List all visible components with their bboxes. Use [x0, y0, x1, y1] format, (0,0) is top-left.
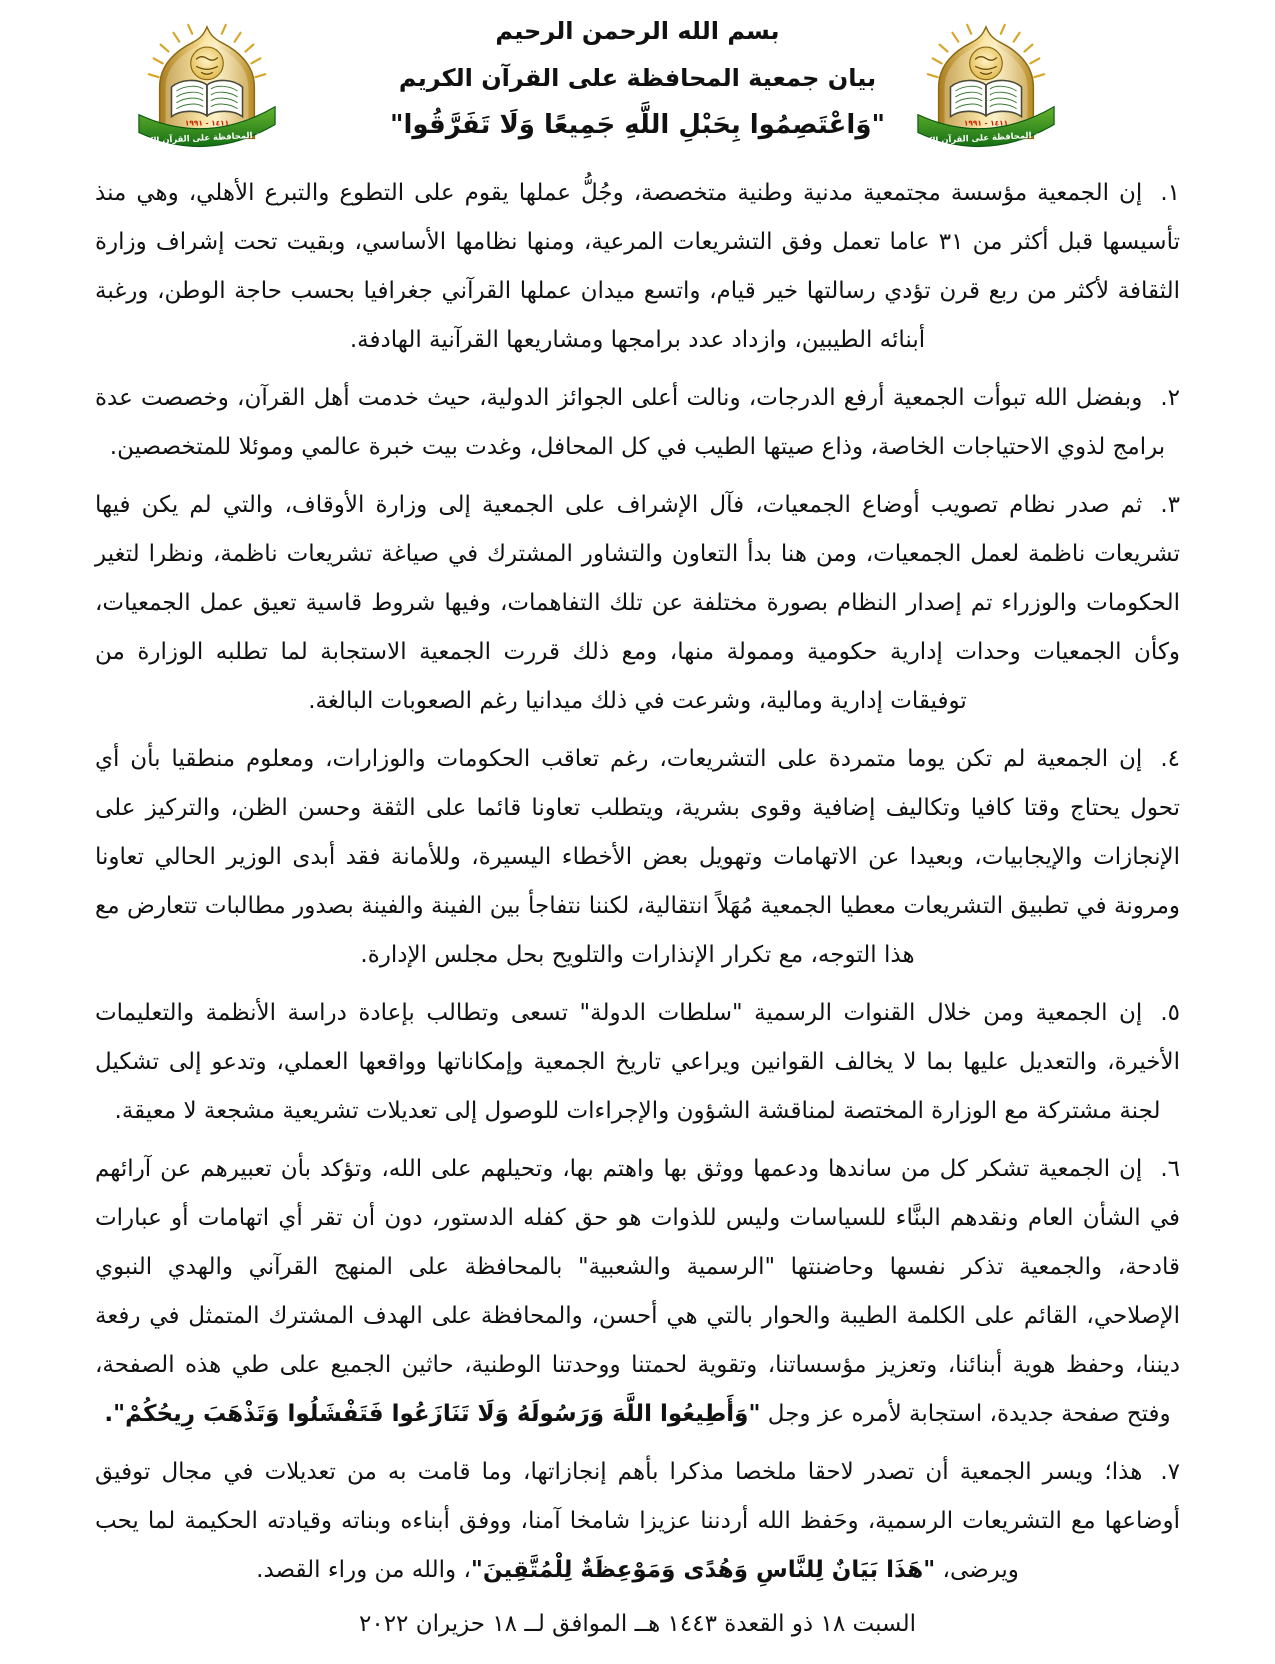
- paragraph: [95, 1448, 1180, 1595]
- paragraph-number: ٣.: [1160, 492, 1180, 518]
- paragraph-text: إن الجمعية ومن خلال القنوات الرسمية "سلطات الدولة" تسعى وتطالب بإعادة دراسة الأنظمة والتعليمات الأخيرة، والتعديل عليها بما لا يخالف القوانين ويراعي تاريخ الجمعية وإمكاناتها وواقعها العملي، وتدعو إلى تشكيل لجنة مشتركة مع الوزارة المختصة لمناقشة الشؤون والإجراءات للوصول إلى تعديلات تشريعية مشجعة لا معيقة.: [95, 1000, 1180, 1124]
- bismillah-line: بسم الله الرحمن الرحيم: [495, 17, 780, 45]
- paragraph-text: إن الجمعية لم تكن يوما متمردة على التشريعات، رغم تعاقب الحكومات والوزارات، ومعلوم منطقيا بأن أي تحول يحتاج وقتا كافيا وتكاليف إضافية وقوى بشرية، ويتطلب تعاونا قائما على الثقة وحسن الظن، والتركيز على الإنجازات والإيجابيات، وبعيدا عن الاتهامات وتهويل بعض الأخطاء اليسيرة، وللأمانة فقد أبدى الوزير الحالي تعاونا ومرونة في تطبيق التشريعات معطيا الجمعية مُهَلاً انتقالية، لكننا نتفاجأ بين الفينة والفينة بصدور مطالبات تتعارض مع هذا التوجه، مع تكرار الإنذارات والتلويح بحل مجلس الإدارة.: [95, 746, 1180, 968]
- paragraph: [95, 1145, 1180, 1439]
- paragraph-number: ١.: [1160, 180, 1180, 206]
- quran-book-icon: [171, 80, 242, 116]
- quran-book-icon: [950, 80, 1021, 116]
- paragraph-text: إن الجمعية تشكر كل من ساندها ودعمها ووثق بها واهتم بها، وتحيلهم على الله، وتؤكد بأن تعبيرهم عن آرائهم في الشأن العام ونقدهم البنَّاء للسياسات وليس للذوات هو حق كفله الدستور، دون أن تقر أي اتهامات أو عبارات قادحة، والجمعية تذكر نفسها وحاضنتها "الرسمية والشعبية" بالمحافظة على المنهج القرآني والهدي النبوي الإصلاحي، القائم على الكلمة الطيبة والحوار بالتي هي أحسن، والمحافظة على الهدف المشترك المتمثل في رفعة ديننا، وحفظ هوية أبنائنا، وتعزيز مؤسساتنا، وتقوية لحمتنا ووحدتنا الوطنية، حاثين الجميع على طي هذه الصفحة، وفتح صفحة جديدة، استجابة لأمره عز وجل: [95, 1156, 1180, 1427]
- ribbon-text: جمعية المحافظة على القرآن الكريم: [133, 128, 281, 147]
- founding-dates: ١٤١١ - ١٩٩١: [963, 118, 1009, 128]
- ribbon-text: جمعية المحافظة على القرآن الكريم: [912, 128, 1060, 147]
- quran-quote: "هَذَا بَيَانٌ لِلنَّاسِ وَهُدًى وَمَوْعِظَةٌ لِلْمُتَّقِينَ": [470, 1557, 936, 1583]
- paragraph-number: ٢.: [1160, 385, 1180, 411]
- paragraph-number: ٦.: [1160, 1156, 1180, 1182]
- paragraph-text: ، والله من وراء القصد.: [256, 1557, 471, 1583]
- document-title: بيان جمعية المحافظة على القرآن الكريم: [398, 64, 877, 92]
- paragraph: [95, 481, 1180, 726]
- paragraph-number: ٤.: [1160, 746, 1180, 772]
- paragraph: [95, 374, 1180, 472]
- paragraph: [95, 169, 1180, 365]
- quran-quote: "وَأَطِيعُوا اللَّهَ وَرَسُولَهُ وَلَا تَنَازَعُوا فَتَفْشَلُوا وَتَذْهَبَ رِيحُكُمْ".: [104, 1401, 761, 1427]
- statement-paragraphs: [95, 169, 1180, 1595]
- paragraph-text: ثم صدر نظام تصويب أوضاع الجمعيات، فآل الإشراف على الجمعية إلى وزارة الأوقاف، والتي لم يكن فيها تشريعات ناظمة لعمل الجمعيات، ومن هنا بدأ التعاون والتشاور المشترك في صياغة تشريعات ناظمة، ونظرا لتغير الحكومات والوزراء تم إصدار النظام بصورة مختلفة عن تلك التفاهمات، وفيها شروط قاسية تعيق عمل الجمعيات، وكأن الجمعيات وحدات إدارية حكومية وممولة منها، ومع ذلك قررت الجمعية الاستجابة لما تطلبه الوزارة من توفيقات إدارية ومالية، وشرعت في ذلك ميدانيا رغم الصعوبات البالغة.: [95, 492, 1180, 714]
- paragraph-text: هذا؛ ويسر الجمعية أن تصدر لاحقا ملخصا مذكرا بأهم إنجازاتها، وما قامت به من تعديلات في مجال توفيق أوضاعها مع التشريعات الرسمية، وحَفظ الله أردننا عزيزا شامخا آمنا، ووفق أبناءه وبناته وقيادته الحكيمة لما يحب ويرضى،: [95, 1459, 1180, 1583]
- paragraph: [95, 735, 1180, 980]
- header-quran-verse: "وَاعْتَصِمُوا بِحَبْلِ اللَّهِ جَمِيعًا وَلَا تَفَرَّقُوا": [389, 110, 886, 140]
- date-line: السبت ١٨ ذو القعدة ١٤٤٣ هــ الموافق لــ ١٨ حزيران ٢٠٢٢: [359, 1611, 916, 1637]
- founding-dates: ١٤١١ - ١٩٩١: [184, 118, 230, 128]
- paragraph-text: وبفضل الله تبوأت الجمعية أرفع الدرجات، ونالت أعلى الجوائز الدولية، حيث خدمت أهل القرآن، وخصصت عدة برامج لذوي الاحتياجات الخاصة، وذاع صيتها الطيب في كل المحافل، وغدت بيت خبرة عالمي وموئلا للمتخصصين.: [95, 385, 1166, 460]
- paragraph-text: إن الجمعية مؤسسة مجتمعية مدنية وطنية متخصصة، وجُلُّ عملها يقوم على التطوع والتبرع الأهلي، وهي منذ تأسيسها قبل أكثر من ٣١ عاما تعمل وفق التشريعات المرعية، ومنها نظامها الأساسي، وبقيت تحت إشراف وزارة الثقافة لأكثر من ربع قرن تؤدي رسالتها خير قيام، واتسع ميدان عملها القرآني جغرافيا بحسب حاجة الوطن، ورغبة أبنائه الطيبين، وازداد عدد برامجها ومشاريعها القرآنية الهادفة.: [95, 180, 1180, 353]
- association-emblem: [133, 20, 281, 162]
- association-logo-right: [912, 20, 1060, 162]
- paragraph-number: ٧.: [1160, 1459, 1180, 1485]
- paragraph-number: ٥.: [1160, 1000, 1180, 1026]
- paragraph: [95, 989, 1180, 1136]
- association-logo-left: [133, 20, 281, 162]
- association-emblem: [912, 20, 1060, 162]
